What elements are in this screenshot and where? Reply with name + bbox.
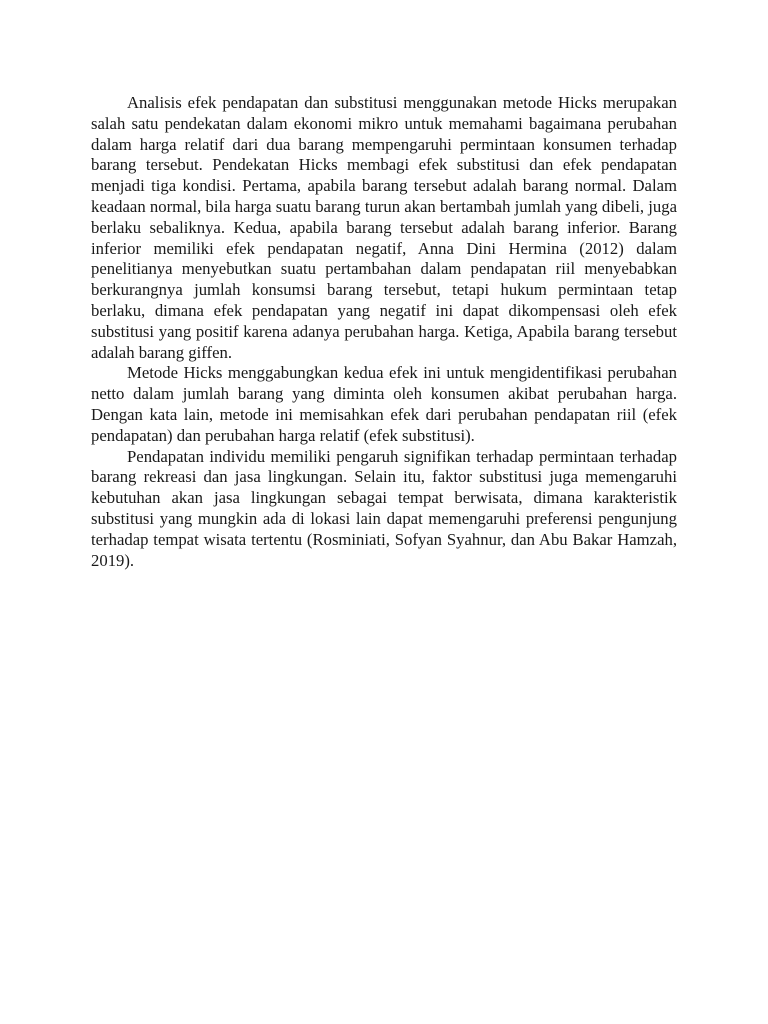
paragraph-hicks-analysis: Analisis efek pendapatan dan substitusi menggunakan metode Hicks merupakan salah satu pendekatan dalam ekonomi mikro untuk memahami bagaimana perubahan dalam harga relatif dari dua barang mempengaruhi permintaan konsumen terhadap barang tersebut. Pendekatan Hicks membagi efek substitusi dan efek pendapatan menjadi tiga kondisi. Pertama, apabila barang tersebut adalah barang normal. Dalam keadaan normal, bila harga suatu barang turun akan bertambah jumlah yang dibeli, juga berlaku sebaliknya. Kedua, apabila barang tersebut adalah barang inferior. Barang inferior memiliki efek pendapatan negatif, Anna Dini Hermina (2012) dalam penelitianya menyebutkan suatu pertambahan dalam pendapatan riil menyebabkan berkurangnya jumlah konsumsi barang tersebut, tetapi hukum permintaan tetap berlaku, dimana efek pendapatan yang negatif ini dapat dikompensasi oleh efek substitusi yang positif karena adanya perubahan harga. Ketiga, Apabila barang tersebut adalah barang giffen. bbox=[91, 93, 677, 362]
paragraph-income-influence: Pendapatan individu memiliki pengaruh signifikan terhadap permintaan terhadap barang rekreasi dan jasa lingkungan. Selain itu, faktor substitusi juga memengaruhi kebutuhan akan jasa lingkungan sebagai tempat berwisata, dimana karakteristik substitusi yang mungkin ada di lokasi lain dapat memengaruhi preferensi pengunjung terhadap tempat wisata tertentu (Rosminiati, Sofyan Syahnur, dan Abu Bakar Hamzah, 2019). bbox=[91, 446, 677, 570]
document-body bbox=[91, 93, 677, 571]
paragraph-hicks-method: Metode Hicks menggabungkan kedua efek ini untuk mengidentifikasi perubahan netto dalam jumlah barang yang diminta oleh konsumen akibat perubahan harga. Dengan kata lain, metode ini memisahkan efek dari perubahan pendapatan riil (efek pendapatan) dan perubahan harga relatif (efek substitusi). bbox=[91, 363, 677, 445]
